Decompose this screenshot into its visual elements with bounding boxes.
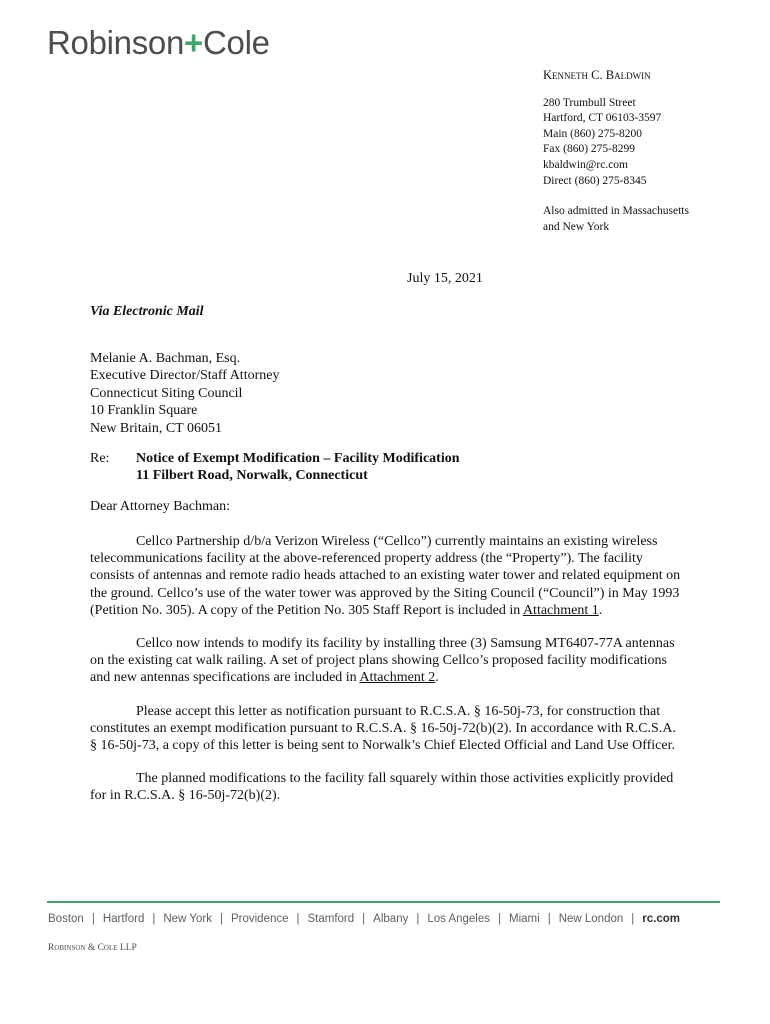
- sender-name-initial-last: B: [605, 68, 615, 82]
- paragraph-2-text: Cellco now intends to modify its facility by installing three (3) Samsung MT6407-77A antennas on the existing cat walk railing. A set of project plans showing Cellco’s proposed facility modifications and new antennas specifications are included in: [90, 636, 675, 686]
- paragraph-2-end: .: [435, 670, 439, 686]
- salutation: Dear Attorney Bachman:: [90, 499, 230, 514]
- office-providence: Providence: [230, 913, 289, 925]
- sender-email[interactable]: kbaldwin@rc.com: [543, 158, 628, 171]
- paragraph-4: The planned modifications to the facility fall squarely within those activities explicitly provided for in R.C.S.A. § 16-50j-72(b)(2).: [90, 771, 674, 804]
- logo-text-robinson: Robinson: [47, 24, 185, 61]
- subject-text: [136, 451, 460, 484]
- sender-name-first: enneth: [552, 68, 589, 82]
- footer-separator: |: [296, 913, 300, 925]
- firm-logo: [47, 24, 270, 62]
- office-miami: Miami: [509, 913, 540, 925]
- subject-line-1: Notice of Exempt Modification – Facility Modification: [136, 451, 460, 466]
- paragraph-1-end: .: [598, 602, 603, 618]
- sender-name-last: aldwin: [614, 68, 651, 82]
- office-boston: Boston: [48, 913, 84, 925]
- recipient-title: Executive Director/Staff Attorney: [90, 368, 280, 384]
- office-new-london: New London: [558, 913, 624, 925]
- attachment-1-link[interactable]: Attachment 1: [522, 602, 599, 618]
- footer-separator: |: [362, 913, 366, 925]
- letter-body: [90, 533, 682, 821]
- subject-label: Re:: [90, 451, 110, 466]
- sender-admitted-line2: and New York: [543, 220, 610, 233]
- subject-line: [90, 451, 460, 484]
- recipient-name: Melanie A. Bachman, Esq.: [90, 351, 241, 366]
- sender-city: Hartford, CT 06103-3597: [543, 112, 662, 125]
- sender-name-initial-first: K: [543, 68, 553, 82]
- website-link[interactable]: rc.com: [642, 913, 680, 925]
- sender-admitted-line1: Also admitted in Massachusetts: [543, 205, 689, 218]
- paragraph-3: Please accept this letter as notification pursuant to R.C.S.A. § 16-50j-73, for construction that constitutes an exempt modification pursuant to R.C.S.A. § 16-50j-72(b)(2). In accordance with R.C.S.A. § 16-50j-73, a copy of this letter is being sent to Norwalk’s Chief Elected Official and Land Use Officer.: [90, 703, 676, 754]
- office-stamford: Stamford: [307, 913, 355, 925]
- recipient-org: Connecticut Siting Council: [90, 385, 243, 401]
- footer-separator: |: [498, 913, 502, 925]
- office-hartford: Hartford: [102, 913, 145, 925]
- subject-line-2: 11 Filbert Road, Norwalk, Connecticut: [136, 467, 368, 483]
- sender-main-phone: Main (860) 275-8200: [543, 127, 643, 140]
- attachment-2-link[interactable]: Attachment 2: [359, 670, 436, 686]
- paragraph-1: [90, 533, 682, 619]
- office-new-york: New York: [163, 913, 212, 925]
- paragraph-2: [90, 635, 682, 687]
- footer-divider: [47, 901, 720, 903]
- letter-date: July 15, 2021: [407, 271, 483, 286]
- sender-direct-phone: Direct (860) 275-8345: [543, 174, 647, 187]
- footer-separator: |: [631, 913, 635, 925]
- office-albany: Albany: [373, 913, 409, 925]
- firm-name: Robinson & Cole LLP: [48, 943, 137, 953]
- footer-separator: |: [91, 913, 95, 925]
- logo-text-cole: Cole: [203, 24, 270, 61]
- footer-separator: |: [152, 913, 156, 925]
- recipient-city: New Britain, CT 06051: [90, 420, 222, 436]
- footer-separator: |: [416, 913, 420, 925]
- office-los-angeles: Los Angeles: [427, 913, 491, 925]
- sender-name-middle: C.: [588, 68, 606, 82]
- sender-spacer: [543, 189, 689, 204]
- footer-offices: [48, 913, 718, 925]
- sender-name: [543, 68, 689, 84]
- paragraph-1-text: Cellco Partnership d/b/a Verizon Wireless (“Cellco”) currently maintains an existing wireless telecommunications facility at the above-referenced property address (the “Property”). The facility consists of antennas and remote radio heads attached to an existing water tower and related equipment on the ground. Cellco’s use of the water tower was approved by the Siting Council (“Council”) in May 1993 (Petition No. 305). A copy of the Petition No. 305 Staff Report is included in: [90, 534, 681, 618]
- delivery-method: Via Electronic Mail: [90, 304, 204, 319]
- sender-street: 280 Trumbull Street: [543, 96, 636, 109]
- recipient-address: [90, 350, 279, 437]
- logo-plus-icon: +: [184, 24, 204, 61]
- recipient-street: 10 Franklin Square: [90, 403, 198, 419]
- footer-separator: |: [219, 913, 223, 925]
- sender-block: [543, 68, 689, 235]
- footer-separator: |: [547, 913, 551, 925]
- sender-fax: Fax (860) 275-8299: [543, 143, 635, 156]
